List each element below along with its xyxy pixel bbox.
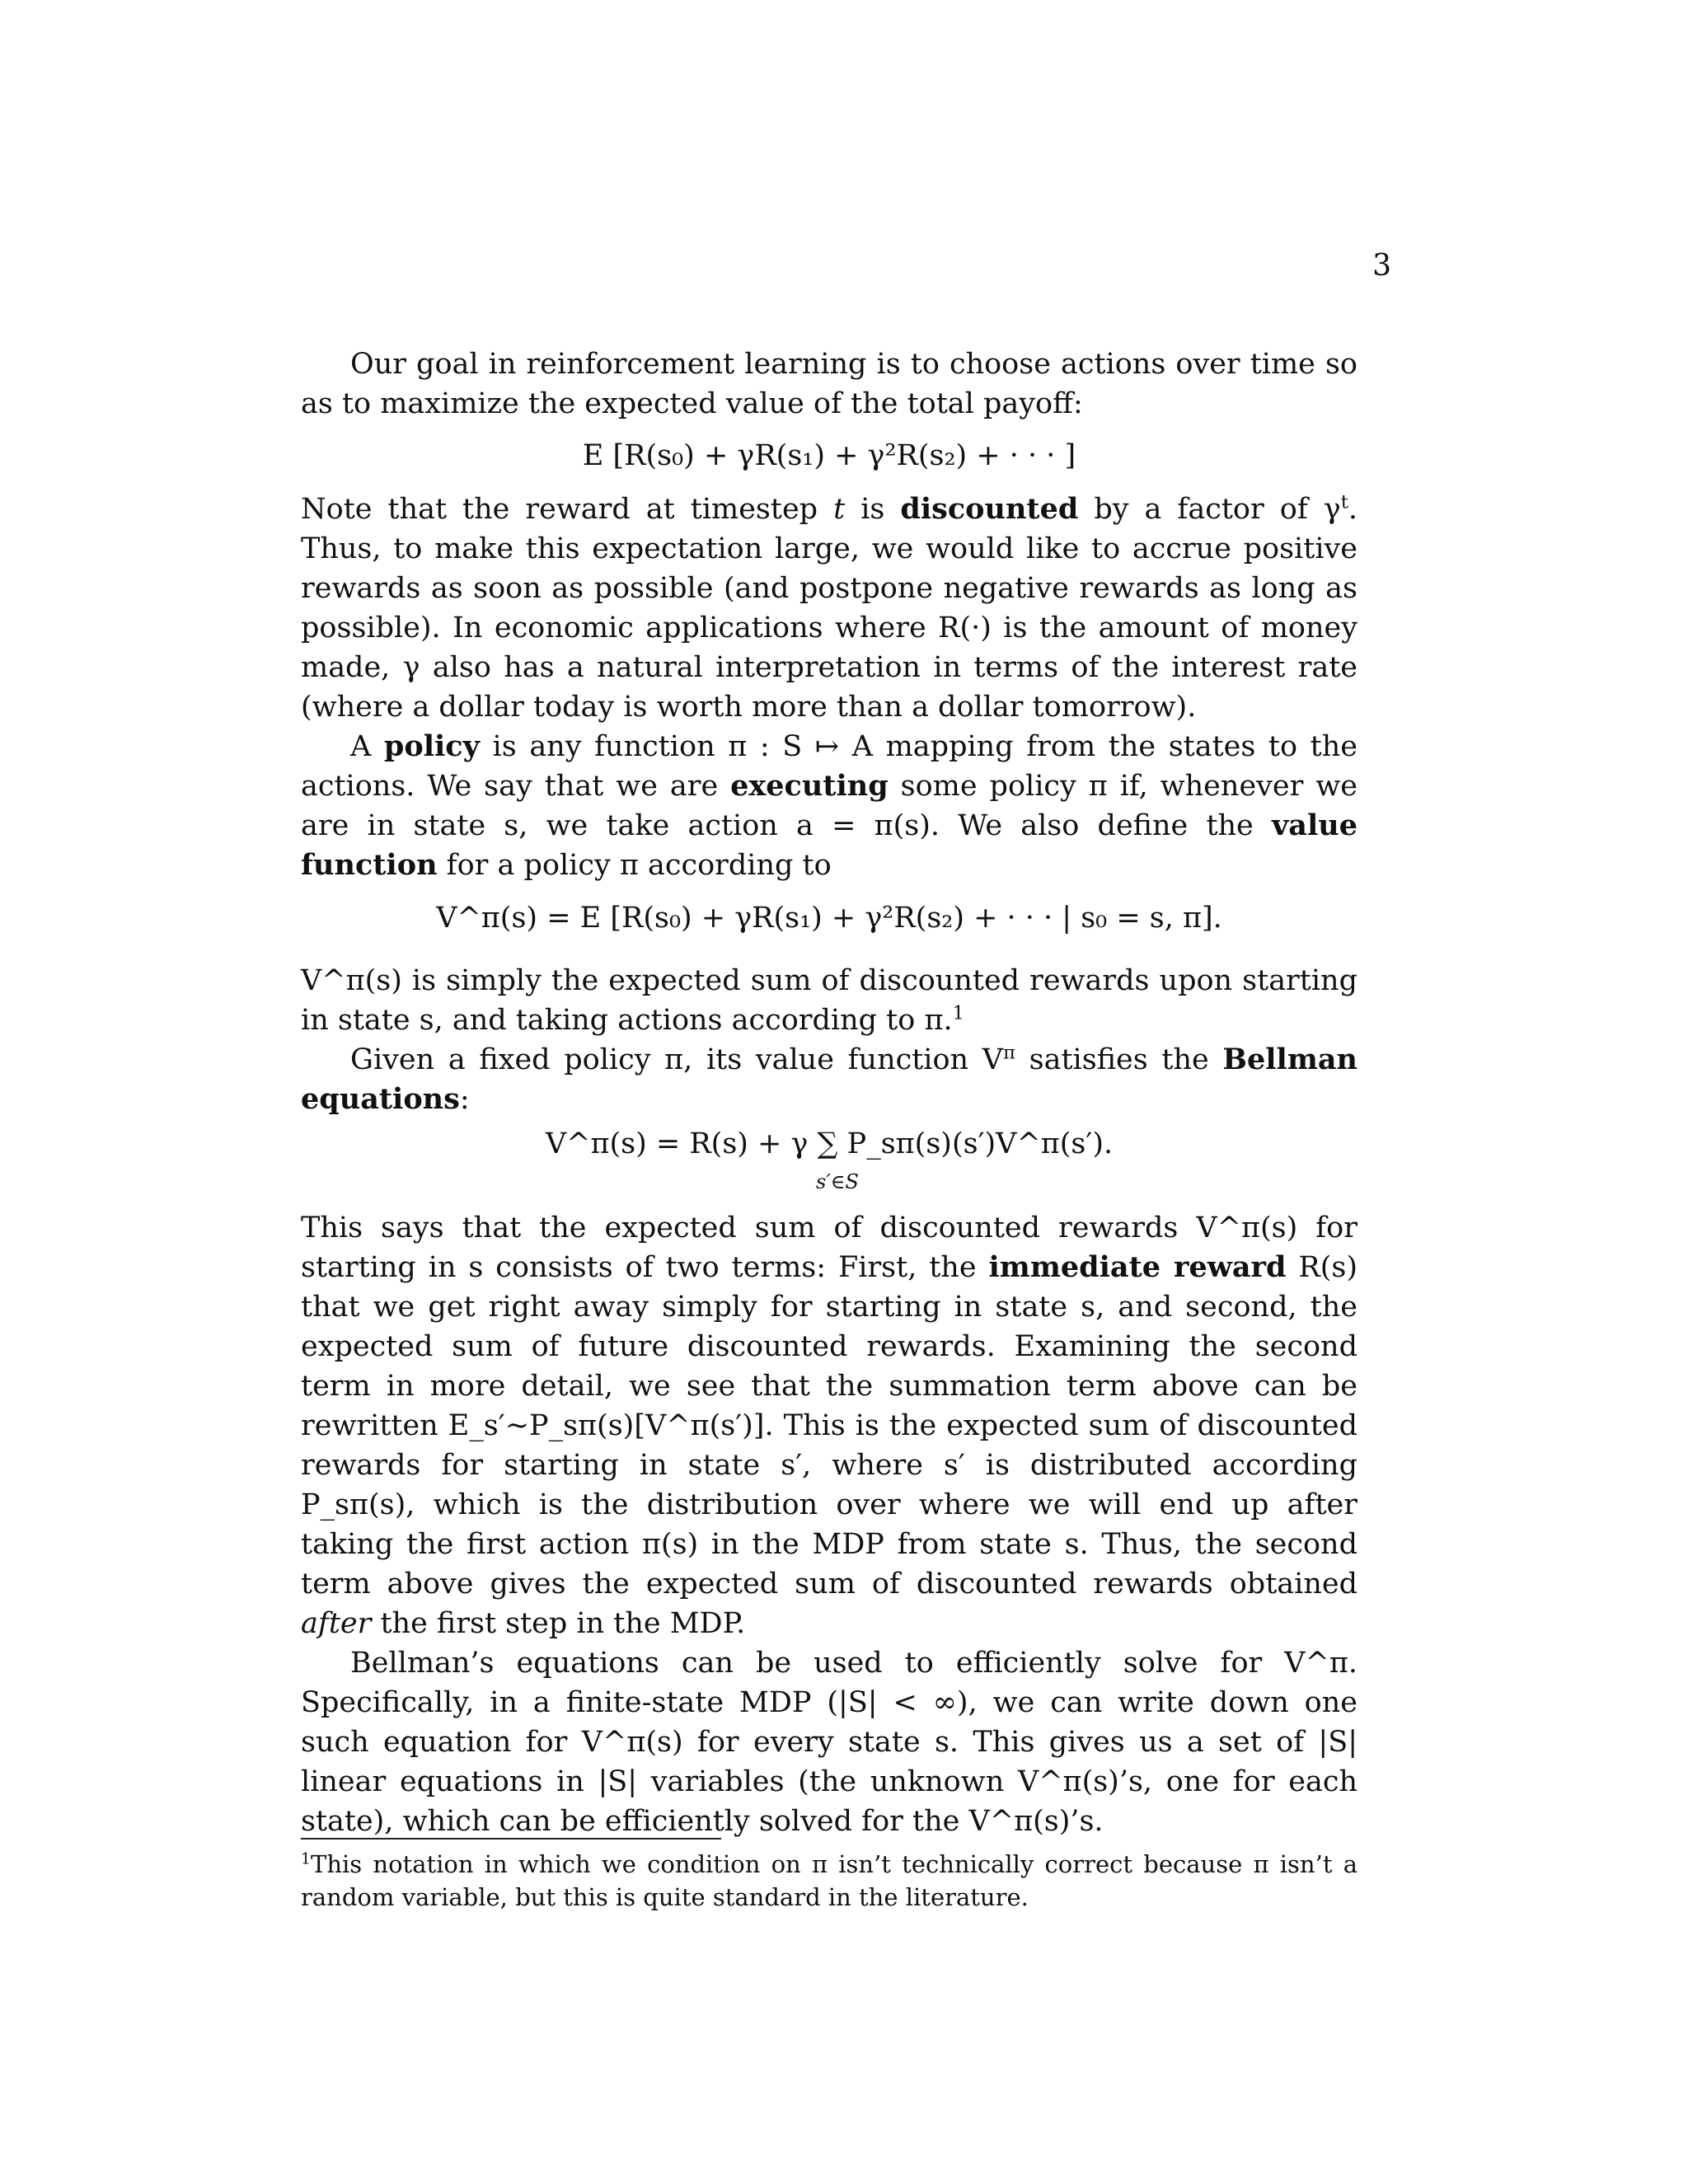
term-bellman-equations: Bellman equations	[301, 1043, 1357, 1116]
paragraph-policy: A policy is any function π : S ↦ A mapping from the states to the actions. We say that we are executing some policy π if, whenever we are in state s, we take action a = π(s). We also define the value function for a policy π according to	[301, 729, 1357, 882]
term-value-function: value function	[301, 808, 1357, 882]
term-policy: policy	[383, 729, 480, 763]
page-number: 3	[1372, 249, 1391, 283]
body-text	[301, 344, 1357, 1841]
equation-value-function: V^π(s) = E [R(s₀) + γR(s₁) + γ²R(s₂) + · · · | s₀ = s, π].	[436, 902, 1222, 935]
term-discounted: discounted	[900, 492, 1079, 526]
equation-expected-payoff: E [R(s₀) + γR(s₁) + γ²R(s₂) + · · · ]	[582, 439, 1076, 472]
equation-bellman	[301, 1119, 1357, 1198]
footnote: $^1$This notation in which we condition on π isn’t technically correct because π isn’t a random variable, but this is quite standard in the literature.	[301, 1850, 1357, 1911]
term-executing: executing	[730, 769, 889, 803]
paragraph-goal: Our goal in reinforcement learning is to choose actions over time so as to maximize the expected value of the total payoff:	[301, 348, 1357, 420]
emph-after: after	[301, 1607, 372, 1640]
sum-subscript: s′∈S	[816, 1170, 859, 1193]
footnote-rule	[301, 1838, 721, 1840]
paragraph-value-meaning: V^π(s) is simply the expected sum of discounted rewards upon starting in state s, and taking actions according to π.$^1$	[301, 964, 1357, 1037]
term-immediate-reward: immediate reward	[988, 1250, 1287, 1284]
bellman-equation-line: V^π(s) = R(s) + γ ∑ P_sπ(s)(s′)V^π(s′).	[545, 1127, 1114, 1160]
paragraph-two-terms: This says that the expected sum of discounted rewards V^π(s) for starting in s consists of two terms: First, the immediate reward R(s) that we get right away simply for starting in state s, and second, the expected sum of future discounted rewards. Examining the second term in more detail, we see that the summation term above can be rewritten E_s′∼P_sπ(s)[V^π(s′)]. This is the expected sum of discounted rewards for starting in state s′, where s′ is distributed according P_sπ(s), which is the distribution over where we will end up after taking the first action π(s) in the MDP from state s. Thus, the second term above gives the expected sum of discounted rewards obtained after the first step in the MDP.	[301, 1212, 1357, 1640]
footnote-mark: 1	[301, 1850, 311, 1868]
footnote-ref: 1	[952, 1002, 965, 1024]
paragraph-discount: Note that the reward at timestep t is discounted by a factor of $\gamma^t$. Thus, to make this expectation large, we would like to accrue positive rewards as soon as possible (and postpone negative rewards as long as possible). In economic applications where R(·) is the amount of money made, γ also has a natural interpretation in terms of the interest rate (where a dollar today is worth more than a dollar tomorrow).	[301, 491, 1358, 724]
paragraph-solving: Bellman’s equations can be used to efficiently solve for V^π. Specifically, in a finite-state MDP (|S| < ∞), we can write down one such equation for V^π(s) for every state s. This gives us a set of |S| linear equations in |S| variables (the unknown V^π(s)’s, one for each state), which can be efficiently solved for the V^π(s)’s.	[301, 1647, 1357, 1838]
paragraph-bellman-intro: Given a fixed policy π, its value function $V^\pi$ satisfies the Bellman equations:	[301, 1042, 1357, 1116]
timestep-var: t	[833, 493, 846, 526]
